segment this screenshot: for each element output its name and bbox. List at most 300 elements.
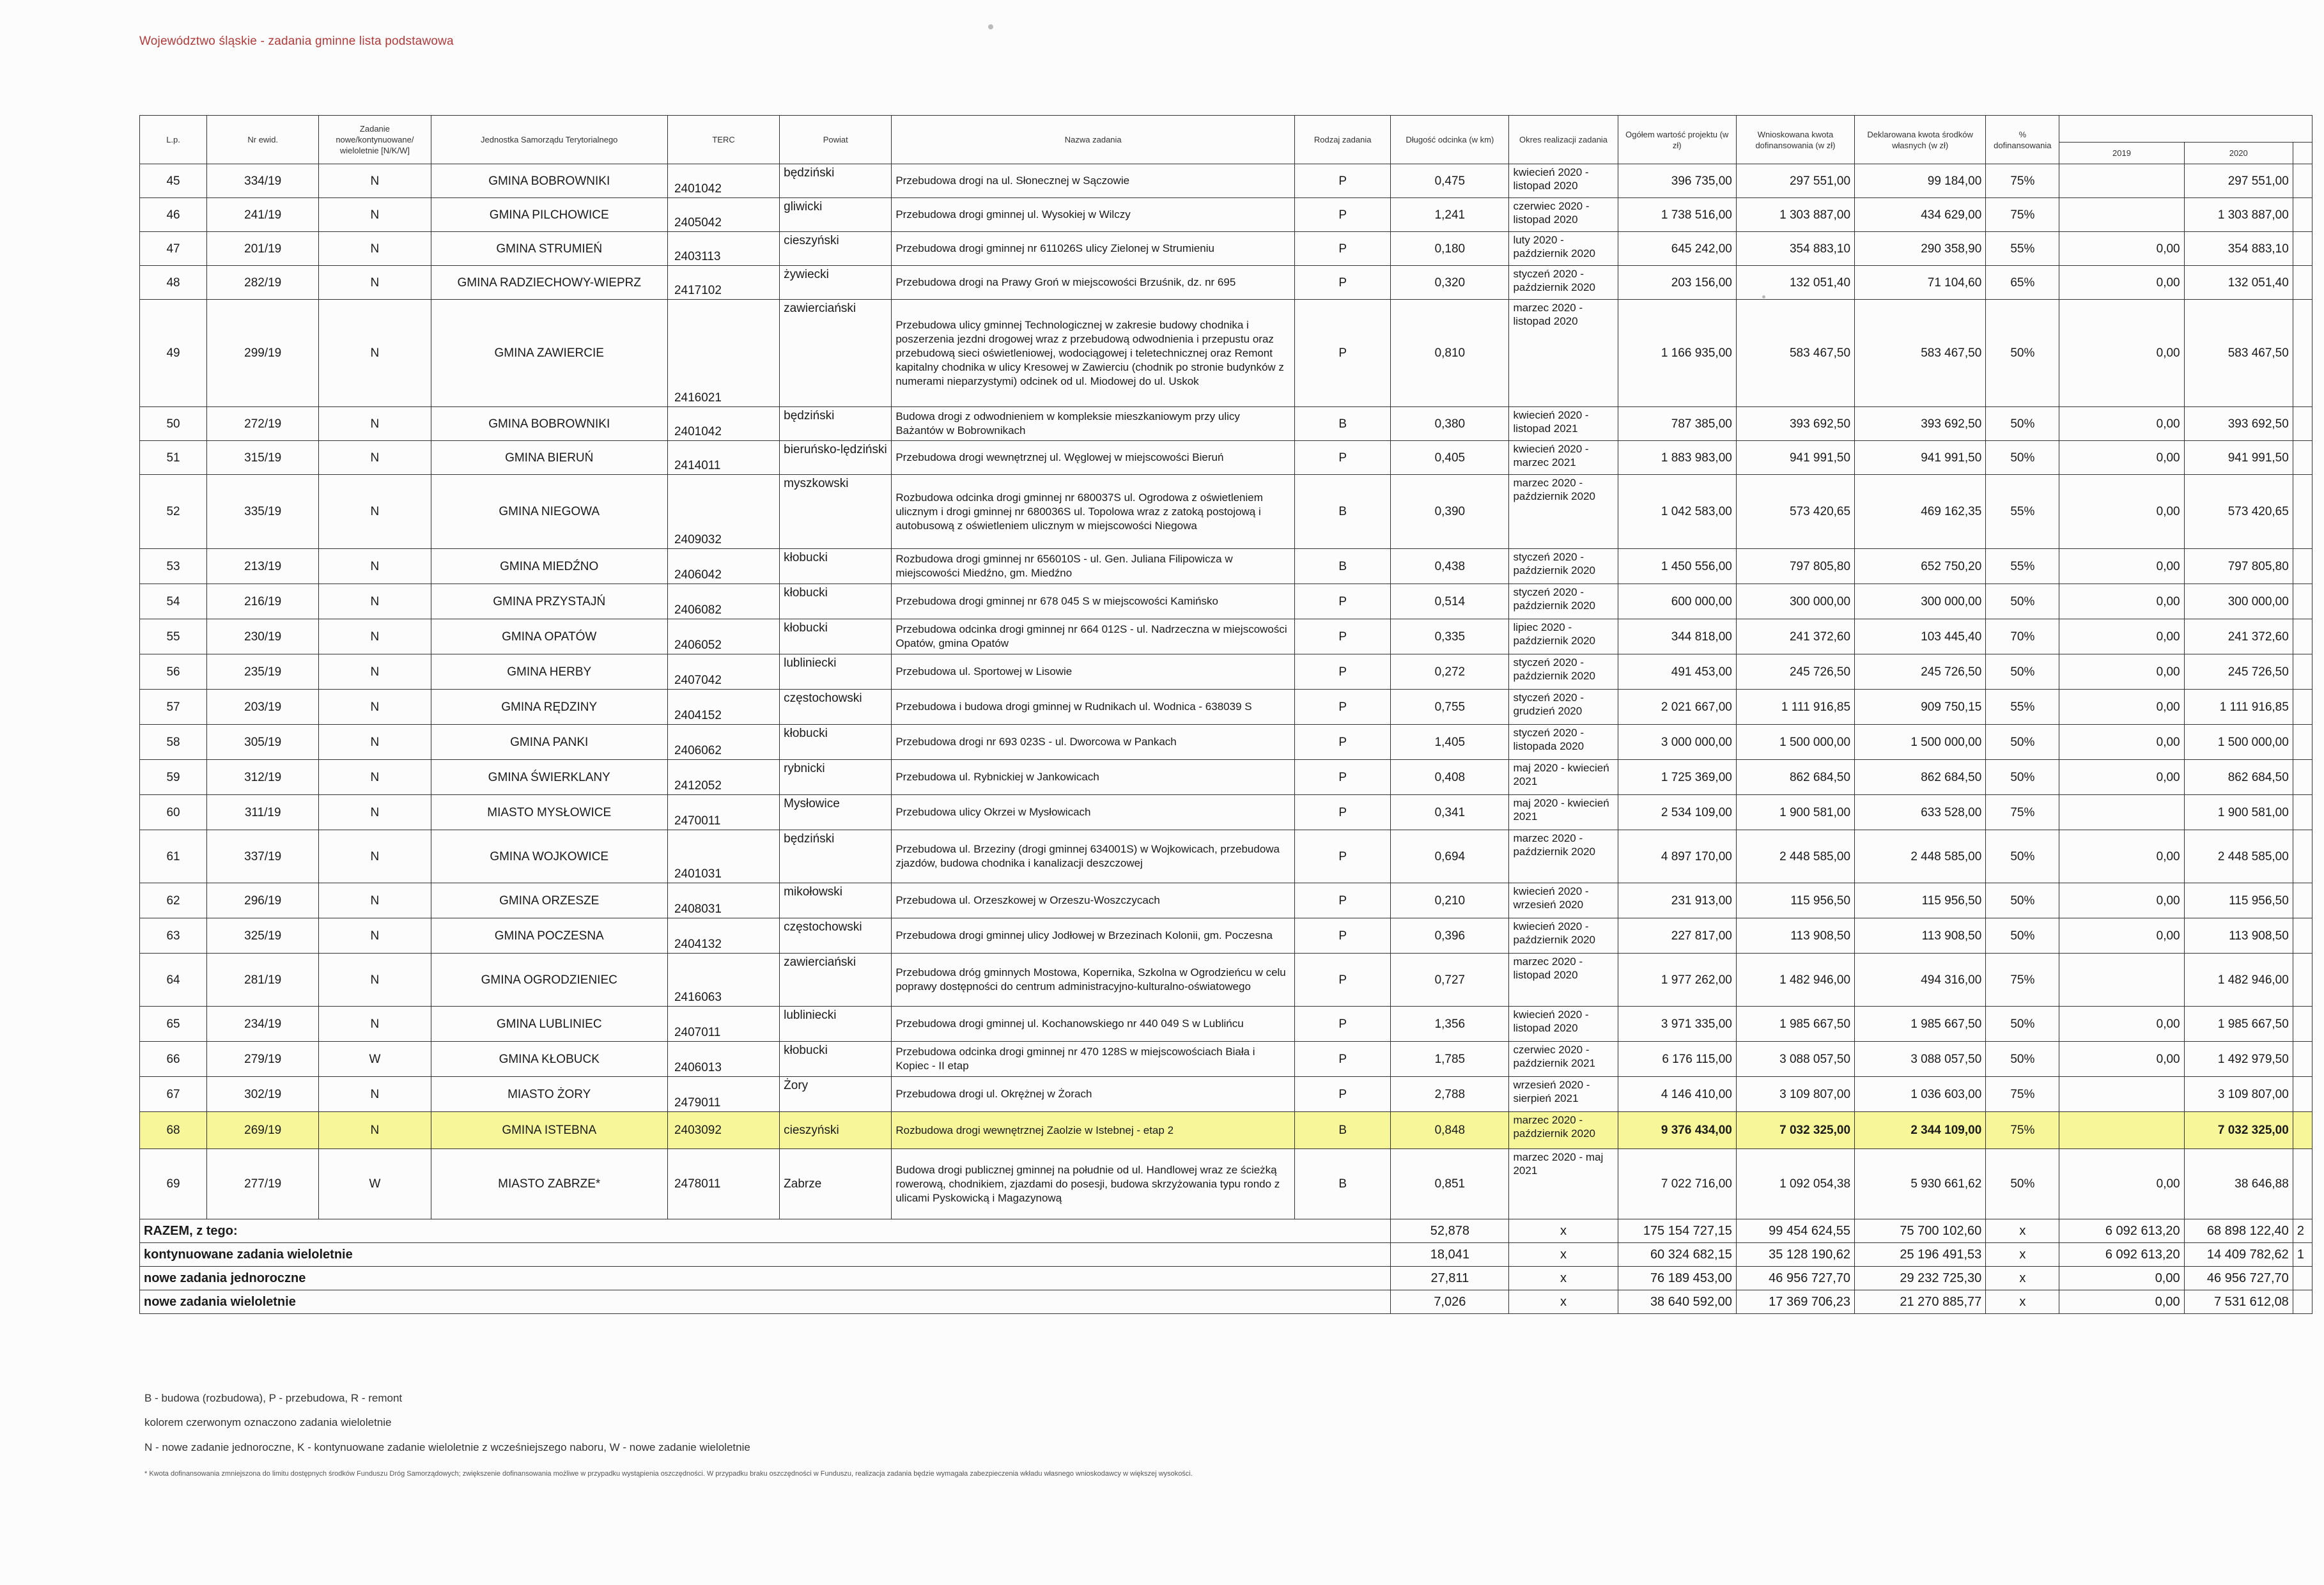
- cell-ogolem: 1 883 983,00: [1618, 441, 1736, 475]
- summary-extra: 1: [2293, 1243, 2312, 1267]
- cell-rodzaj: P: [1295, 830, 1391, 883]
- cell-lp: 69: [140, 1149, 207, 1219]
- cell-lp: 46: [140, 198, 207, 232]
- table-row: [140, 549, 2312, 584]
- summary-dlugosc: 7,026: [1391, 1290, 1509, 1314]
- cell-jst: GMINA ŚWIERKLANY: [431, 760, 667, 795]
- summary-label: kontynuowane zadania wieloletnie: [140, 1243, 1391, 1267]
- table-row: [140, 760, 2312, 795]
- cell-deklarowana: 633 528,00: [1855, 795, 1986, 830]
- cell-procent: 75%: [1986, 954, 2059, 1007]
- cell-typ: N: [319, 619, 431, 654]
- legend-line-2: kolorem czerwonym oznaczono zadania wieloletnie: [144, 1416, 392, 1428]
- cell-nr-ewid: 203/19: [207, 690, 319, 725]
- summary-row: [140, 1290, 2312, 1314]
- cell-okres: styczeń 2020 - październik 2020: [1509, 654, 1618, 690]
- cell-2020: 862 684,50: [2184, 760, 2293, 795]
- cell-2019: 0,00: [2059, 549, 2184, 584]
- cell-lp: 57: [140, 690, 207, 725]
- cell-rodzaj: P: [1295, 232, 1391, 266]
- cell-typ: N: [319, 954, 431, 1007]
- cell-nr-ewid: 334/19: [207, 164, 319, 198]
- cell-terc: 2406052: [667, 619, 779, 654]
- cell-lp: 47: [140, 232, 207, 266]
- cell-typ: N: [319, 760, 431, 795]
- table-row: [140, 441, 2312, 475]
- cell-typ: N: [319, 549, 431, 584]
- cell-procent: 70%: [1986, 619, 2059, 654]
- cell-dlugosc: 0,210: [1391, 883, 1509, 918]
- cell-ogolem: 1 042 583,00: [1618, 475, 1736, 549]
- cell-dlugosc: 0,438: [1391, 549, 1509, 584]
- cell-wnioskowana: 1 500 000,00: [1736, 725, 1854, 760]
- cell-extra: [2293, 198, 2312, 232]
- cell-okres: wrzesień 2020 - sierpień 2021: [1509, 1077, 1618, 1112]
- cell-procent: 50%: [1986, 760, 2059, 795]
- cell-extra: [2293, 918, 2312, 954]
- cell-terc: 2403092: [667, 1112, 779, 1149]
- summary-row: [140, 1243, 2312, 1267]
- cell-procent: 50%: [1986, 584, 2059, 619]
- cell-deklarowana: 103 445,40: [1855, 619, 1986, 654]
- cell-powiat: cieszyński: [780, 232, 892, 266]
- table-row: [140, 407, 2312, 441]
- cell-2019: 0,00: [2059, 883, 2184, 918]
- cell-wnioskowana: 3 088 057,50: [1736, 1042, 1854, 1077]
- cell-extra: [2293, 232, 2312, 266]
- cell-extra: [2293, 1077, 2312, 1112]
- cell-ogolem: 1 977 262,00: [1618, 954, 1736, 1007]
- cell-powiat: Zabrze: [780, 1149, 892, 1219]
- cell-jst: GMINA BIERUŃ: [431, 441, 667, 475]
- cell-2020: 297 551,00: [2184, 164, 2293, 198]
- cell-ogolem: 645 242,00: [1618, 232, 1736, 266]
- table-row: [140, 690, 2312, 725]
- cell-2020: 1 900 581,00: [2184, 795, 2293, 830]
- cell-nazwa: Przebudowa ul. Orzeszkowej w Orzeszu-Woszczycach: [892, 883, 1295, 918]
- table-row: [140, 584, 2312, 619]
- cell-ogolem: 231 913,00: [1618, 883, 1736, 918]
- cell-2019: [2059, 954, 2184, 1007]
- cell-2019: 0,00: [2059, 1042, 2184, 1077]
- cell-okres: styczeń 2020 - październik 2020: [1509, 266, 1618, 300]
- cell-terc: 2401042: [667, 164, 779, 198]
- summary-row: [140, 1267, 2312, 1290]
- table-row: [140, 198, 2312, 232]
- cell-ogolem: 2 534 109,00: [1618, 795, 1736, 830]
- cell-lp: 53: [140, 549, 207, 584]
- cell-nazwa: Przebudowa ul. Rybnickiej w Jankowicach: [892, 760, 1295, 795]
- cell-typ: N: [319, 198, 431, 232]
- cell-rodzaj: B: [1295, 1112, 1391, 1149]
- cell-rodzaj: P: [1295, 883, 1391, 918]
- cell-nazwa: Budowa drogi z odwodnieniem w kompleksie mieszkaniowym przy ulicy Bażantów w Bobrownikach: [892, 407, 1295, 441]
- cell-powiat: lubliniecki: [780, 1007, 892, 1042]
- cell-procent: 50%: [1986, 441, 2059, 475]
- summary-extra: [2293, 1267, 2312, 1290]
- table-row: [140, 1007, 2312, 1042]
- cell-deklarowana: 300 000,00: [1855, 584, 1986, 619]
- table-row: [140, 300, 2312, 407]
- cell-terc: 2405042: [667, 198, 779, 232]
- cell-wnioskowana: 797 805,80: [1736, 549, 1854, 584]
- cell-nr-ewid: 315/19: [207, 441, 319, 475]
- cell-wnioskowana: 245 726,50: [1736, 654, 1854, 690]
- cell-ogolem: 6 176 115,00: [1618, 1042, 1736, 1077]
- cell-dlugosc: 0,810: [1391, 300, 1509, 407]
- cell-nr-ewid: 337/19: [207, 830, 319, 883]
- cell-rodzaj: P: [1295, 918, 1391, 954]
- cell-typ: W: [319, 1042, 431, 1077]
- cell-typ: N: [319, 1007, 431, 1042]
- summary-wnioskowana: 99 454 624,55: [1736, 1219, 1854, 1243]
- cell-nazwa: Przebudowa ulicy Okrzei w Mysłowicach: [892, 795, 1295, 830]
- cell-dlugosc: 0,727: [1391, 954, 1509, 1007]
- legend-line-1: B - budowa (rozbudowa), P - przebudowa, R - remont: [144, 1392, 403, 1404]
- cell-okres: styczeń 2020 - listopada 2020: [1509, 725, 1618, 760]
- cell-2020: 1 492 979,50: [2184, 1042, 2293, 1077]
- cell-rodzaj: B: [1295, 1149, 1391, 1219]
- cell-dlugosc: 0,755: [1391, 690, 1509, 725]
- cell-lp: 45: [140, 164, 207, 198]
- cell-nr-ewid: 230/19: [207, 619, 319, 654]
- cell-powiat: cieszyński: [780, 1112, 892, 1149]
- cell-extra: [2293, 1112, 2312, 1149]
- cell-terc: 2401042: [667, 407, 779, 441]
- cell-nazwa: Przebudowa drogi ul. Okrężnej w Żorach: [892, 1077, 1295, 1112]
- cell-nazwa: Rozbudowa drogi wewnętrznej Zaolzie w Istebnej - etap 2: [892, 1112, 1295, 1149]
- table-row: [140, 830, 2312, 883]
- cell-rodzaj: P: [1295, 690, 1391, 725]
- cell-rodzaj: P: [1295, 198, 1391, 232]
- cell-typ: N: [319, 1077, 431, 1112]
- cell-procent: 50%: [1986, 830, 2059, 883]
- cell-jst: GMINA POCZESNA: [431, 918, 667, 954]
- cell-ogolem: 3 000 000,00: [1618, 725, 1736, 760]
- table-row: [140, 1149, 2312, 1219]
- cell-rodzaj: P: [1295, 1077, 1391, 1112]
- cell-ogolem: 491 453,00: [1618, 654, 1736, 690]
- scan-speck: [988, 24, 993, 29]
- cell-powiat: zawierciański: [780, 300, 892, 407]
- cell-rodzaj: P: [1295, 954, 1391, 1007]
- cell-2020: 1 111 916,85: [2184, 690, 2293, 725]
- cell-nr-ewid: 296/19: [207, 883, 319, 918]
- cell-ogolem: 2 021 667,00: [1618, 690, 1736, 725]
- cell-deklarowana: 245 726,50: [1855, 654, 1986, 690]
- cell-2019: 0,00: [2059, 725, 2184, 760]
- summary-dlugosc: 27,811: [1391, 1267, 1509, 1290]
- header-jst: Jednostka Samorządu Terytorialnego: [431, 116, 667, 164]
- cell-procent: 75%: [1986, 198, 2059, 232]
- header-extra: [2293, 143, 2312, 164]
- cell-ogolem: 600 000,00: [1618, 584, 1736, 619]
- cell-nr-ewid: 335/19: [207, 475, 319, 549]
- cell-wnioskowana: 1 482 946,00: [1736, 954, 1854, 1007]
- summary-wnioskowana: 46 956 727,70: [1736, 1267, 1854, 1290]
- cell-okres: marzec 2020 - październik 2020: [1509, 830, 1618, 883]
- cell-deklarowana: 99 184,00: [1855, 164, 1986, 198]
- cell-wnioskowana: 393 692,50: [1736, 407, 1854, 441]
- cell-nazwa: Przebudowa drogi gminnej ulicy Jodłowej w Brzezinach Kolonii, gm. Poczesna: [892, 918, 1295, 954]
- cell-2019: [2059, 795, 2184, 830]
- cell-nazwa: Rozbudowa drogi gminnej nr 656010S - ul. Gen. Juliana Filipowicza w miejscowości Miedźno, gm. Miedźno: [892, 549, 1295, 584]
- cell-nazwa: Przebudowa dróg gminnych Mostowa, Kopernika, Szkolna w Ogrodzieńcu w celu poprawy dostępności do centrum administracyjno-kulturalno-oświatowego: [892, 954, 1295, 1007]
- cell-jst: GMINA STRUMIEŃ: [431, 232, 667, 266]
- header-terc: TERC: [667, 116, 779, 164]
- header-lp: L.p.: [140, 116, 207, 164]
- cell-deklarowana: 71 104,60: [1855, 266, 1986, 300]
- header-zadanie-typ: Zadanie nowe/kontynuowane/ wieloletnie [N/K/W]: [319, 116, 431, 164]
- cell-ogolem: 3 971 335,00: [1618, 1007, 1736, 1042]
- cell-2020: 115 956,50: [2184, 883, 2293, 918]
- cell-dlugosc: 1,356: [1391, 1007, 1509, 1042]
- cell-okres: marzec 2020 - październik 2020: [1509, 475, 1618, 549]
- cell-powiat: kłobucki: [780, 549, 892, 584]
- cell-jst: GMINA ORZESZE: [431, 883, 667, 918]
- cell-nr-ewid: 277/19: [207, 1149, 319, 1219]
- cell-2020: 7 032 325,00: [2184, 1112, 2293, 1149]
- cell-wnioskowana: 113 908,50: [1736, 918, 1854, 954]
- cell-lp: 49: [140, 300, 207, 407]
- cell-dlugosc: 0,848: [1391, 1112, 1509, 1149]
- cell-jst: GMINA PILCHOWICE: [431, 198, 667, 232]
- cell-2020: 113 908,50: [2184, 918, 2293, 954]
- cell-ogolem: 1 725 369,00: [1618, 760, 1736, 795]
- cell-procent: 50%: [1986, 300, 2059, 407]
- cell-jst: MIASTO ŻORY: [431, 1077, 667, 1112]
- cell-powiat: kłobucki: [780, 619, 892, 654]
- cell-deklarowana: 113 908,50: [1855, 918, 1986, 954]
- summary-label: nowe zadania wieloletnie: [140, 1290, 1391, 1314]
- cell-procent: 50%: [1986, 725, 2059, 760]
- cell-jst: GMINA RADZIECHOWY-WIEPRZ: [431, 266, 667, 300]
- summary-okres: x: [1509, 1219, 1618, 1243]
- cell-2019: 0,00: [2059, 690, 2184, 725]
- cell-okres: luty 2020 - październik 2020: [1509, 232, 1618, 266]
- cell-wnioskowana: 1 303 887,00: [1736, 198, 1854, 232]
- table-row: [140, 954, 2312, 1007]
- cell-dlugosc: 1,241: [1391, 198, 1509, 232]
- cell-typ: N: [319, 725, 431, 760]
- cell-wnioskowana: 132 051,40: [1736, 266, 1854, 300]
- cell-lp: 68: [140, 1112, 207, 1149]
- cell-terc: 2407011: [667, 1007, 779, 1042]
- cell-ogolem: 344 818,00: [1618, 619, 1736, 654]
- cell-extra: [2293, 1007, 2312, 1042]
- header-ogolem: Ogółem wartość projektu (w zł): [1618, 116, 1736, 164]
- cell-rodzaj: B: [1295, 475, 1391, 549]
- table-row: [140, 1042, 2312, 1077]
- cell-extra: [2293, 266, 2312, 300]
- cell-procent: 50%: [1986, 918, 2059, 954]
- cell-rodzaj: P: [1295, 1007, 1391, 1042]
- cell-rodzaj: P: [1295, 760, 1391, 795]
- cell-2019: 0,00: [2059, 441, 2184, 475]
- cell-deklarowana: 1 985 667,50: [1855, 1007, 1986, 1042]
- cell-nr-ewid: 269/19: [207, 1112, 319, 1149]
- cell-jst: GMINA HERBY: [431, 654, 667, 690]
- cell-nazwa: Przebudowa odcinka drogi gminnej nr 664 012S - ul. Nadrzeczna w miejscowości Opatów, gmina Opatów: [892, 619, 1295, 654]
- cell-lp: 67: [140, 1077, 207, 1112]
- cell-nazwa: Przebudowa odcinka drogi gminnej nr 470 128S w miejscowościach Biała i Kopiec - II etap: [892, 1042, 1295, 1077]
- header-rodzaj: Rodzaj zadania: [1295, 116, 1391, 164]
- cell-powiat: lubliniecki: [780, 654, 892, 690]
- cell-nr-ewid: 282/19: [207, 266, 319, 300]
- cell-typ: N: [319, 690, 431, 725]
- cell-extra: [2293, 619, 2312, 654]
- cell-typ: N: [319, 1112, 431, 1149]
- cell-powiat: żywiecki: [780, 266, 892, 300]
- cell-2020: 583 467,50: [2184, 300, 2293, 407]
- cell-lp: 60: [140, 795, 207, 830]
- cell-powiat: Żory: [780, 1077, 892, 1112]
- cell-deklarowana: 1 036 603,00: [1855, 1077, 1986, 1112]
- cell-lp: 61: [140, 830, 207, 883]
- cell-ogolem: 9 376 434,00: [1618, 1112, 1736, 1149]
- table-row: [140, 164, 2312, 198]
- cell-nazwa: Przebudowa drogi na Prawy Groń w miejscowości Brzuśnik, dz. nr 695: [892, 266, 1295, 300]
- cell-powiat: myszkowski: [780, 475, 892, 549]
- cell-nazwa: Przebudowa drogi gminnej ul. Kochanowskiego nr 440 049 S w Lublińcu: [892, 1007, 1295, 1042]
- cell-extra: [2293, 760, 2312, 795]
- cell-nr-ewid: 235/19: [207, 654, 319, 690]
- cell-terc: 2414011: [667, 441, 779, 475]
- cell-typ: W: [319, 1149, 431, 1219]
- cell-typ: N: [319, 475, 431, 549]
- cell-okres: marzec 2020 - listopad 2020: [1509, 954, 1618, 1007]
- cell-wnioskowana: 1 111 916,85: [1736, 690, 1854, 725]
- cell-rodzaj: P: [1295, 300, 1391, 407]
- cell-dlugosc: 0,272: [1391, 654, 1509, 690]
- cell-nazwa: Przebudowa drogi gminnej nr 678 045 S w miejscowości Kamińsko: [892, 584, 1295, 619]
- cell-2020: 300 000,00: [2184, 584, 2293, 619]
- cell-dlugosc: 0,390: [1391, 475, 1509, 549]
- cell-procent: 50%: [1986, 1042, 2059, 1077]
- cell-powiat: mikołowski: [780, 883, 892, 918]
- cell-procent: 50%: [1986, 407, 2059, 441]
- cell-rodzaj: P: [1295, 266, 1391, 300]
- cell-rodzaj: B: [1295, 549, 1391, 584]
- cell-rodzaj: P: [1295, 584, 1391, 619]
- cell-ogolem: 203 156,00: [1618, 266, 1736, 300]
- footnote: * Kwota dofinansowania zmniejszona do limitu dostępnych środków Funduszu Dróg Samorządowych; zwiększenie dofinansowania możliwe w przypadku wystąpienia oszczędności. W przypadku braku oszczędności w Funduszu, realizacja zadania będzie wymagała zabezpieczenia wkładu własnego wnioskodawcy w większej wysokości.: [144, 1470, 1193, 1478]
- cell-okres: styczeń 2020 - październik 2020: [1509, 549, 1618, 584]
- cell-jst: GMINA ZAWIERCIE: [431, 300, 667, 407]
- cell-extra: [2293, 725, 2312, 760]
- cell-extra: [2293, 654, 2312, 690]
- cell-2020: 132 051,40: [2184, 266, 2293, 300]
- summary-procent: x: [1986, 1243, 2059, 1267]
- cell-2019: [2059, 164, 2184, 198]
- cell-terc: 2409032: [667, 475, 779, 549]
- cell-procent: 50%: [1986, 1149, 2059, 1219]
- header-procent: % dofinansowania: [1986, 116, 2059, 164]
- cell-deklarowana: 469 162,35: [1855, 475, 1986, 549]
- cell-lp: 63: [140, 918, 207, 954]
- cell-nr-ewid: 279/19: [207, 1042, 319, 1077]
- cell-jst: GMINA RĘDZINY: [431, 690, 667, 725]
- cell-terc: 2401031: [667, 830, 779, 883]
- cell-extra: [2293, 690, 2312, 725]
- cell-powiat: kłobucki: [780, 725, 892, 760]
- cell-nr-ewid: 234/19: [207, 1007, 319, 1042]
- cell-nr-ewid: 281/19: [207, 954, 319, 1007]
- cell-powiat: częstochowski: [780, 918, 892, 954]
- cell-deklarowana: 5 930 661,62: [1855, 1149, 1986, 1219]
- tasks-table-wrapper: [139, 115, 2312, 1368]
- cell-powiat: bieruńsko-lędziński: [780, 441, 892, 475]
- cell-terc: 2403113: [667, 232, 779, 266]
- cell-deklarowana: 941 991,50: [1855, 441, 1986, 475]
- cell-nazwa: Przebudowa drogi gminnej ul. Wysokiej w Wilczy: [892, 198, 1295, 232]
- cell-rodzaj: B: [1295, 407, 1391, 441]
- cell-okres: kwiecień 2020 - wrzesień 2020: [1509, 883, 1618, 918]
- cell-2019: 0,00: [2059, 1149, 2184, 1219]
- cell-nr-ewid: 311/19: [207, 795, 319, 830]
- summary-okres: x: [1509, 1243, 1618, 1267]
- cell-extra: [2293, 584, 2312, 619]
- cell-typ: N: [319, 795, 431, 830]
- cell-procent: 50%: [1986, 654, 2059, 690]
- cell-extra: [2293, 830, 2312, 883]
- table-row: [140, 619, 2312, 654]
- cell-okres: kwiecień 2020 - październik 2020: [1509, 918, 1618, 954]
- cell-wnioskowana: 573 420,65: [1736, 475, 1854, 549]
- cell-powiat: będziński: [780, 830, 892, 883]
- summary-2019: 0,00: [2059, 1290, 2184, 1314]
- cell-rodzaj: P: [1295, 164, 1391, 198]
- cell-rodzaj: P: [1295, 795, 1391, 830]
- cell-lp: 51: [140, 441, 207, 475]
- cell-2019: 0,00: [2059, 475, 2184, 549]
- cell-nazwa: Przebudowa ulicy gminnej Technologicznej w zakresie budowy chodnika i poszerzenia jezdni drogowej wraz z przebudową odwodnienia i przepustu oraz przebudową sieci oświetleniowej, wodociągowej i teletechnicznej oraz Remont kapitalny chodnika w ulicy Kresowej w Zawierciu (chodnik po stronie budynków z numerami nieparzystymi) odcinek od ul. Miodowej do ul. Uskok: [892, 300, 1295, 407]
- cell-nazwa: Przebudowa drogi gminnej nr 611026S ulicy Zielonej w Strumieniu: [892, 232, 1295, 266]
- summary-ogolem: 60 324 682,15: [1618, 1243, 1736, 1267]
- cell-typ: N: [319, 407, 431, 441]
- cell-ogolem: 227 817,00: [1618, 918, 1736, 954]
- cell-ogolem: 1 738 516,00: [1618, 198, 1736, 232]
- summary-ogolem: 175 154 727,15: [1618, 1219, 1736, 1243]
- cell-nazwa: Przebudowa drogi wewnętrznej ul. Węglowej w miejscowości Bieruń: [892, 441, 1295, 475]
- cell-terc: 2406082: [667, 584, 779, 619]
- cell-typ: N: [319, 918, 431, 954]
- cell-nr-ewid: 241/19: [207, 198, 319, 232]
- summary-body: [140, 1219, 2312, 1314]
- cell-2019: 0,00: [2059, 266, 2184, 300]
- summary-deklarowana: 25 196 491,53: [1855, 1243, 1986, 1267]
- cell-deklarowana: 434 629,00: [1855, 198, 1986, 232]
- cell-jst: GMINA KŁOBUCK: [431, 1042, 667, 1077]
- cell-jst: GMINA BOBROWNIKI: [431, 407, 667, 441]
- cell-extra: [2293, 883, 2312, 918]
- summary-2019: 0,00: [2059, 1267, 2184, 1290]
- cell-lp: 50: [140, 407, 207, 441]
- cell-nazwa: Przebudowa ul. Sportowej w Lisowie: [892, 654, 1295, 690]
- summary-dlugosc: 18,041: [1391, 1243, 1509, 1267]
- cell-jst: GMINA ISTEBNA: [431, 1112, 667, 1149]
- cell-nr-ewid: 216/19: [207, 584, 319, 619]
- cell-okres: kwiecień 2020 - listopad 2020: [1509, 1007, 1618, 1042]
- cell-terc: 2407042: [667, 654, 779, 690]
- cell-terc: 2404152: [667, 690, 779, 725]
- cell-terc: 2406042: [667, 549, 779, 584]
- cell-procent: 55%: [1986, 475, 2059, 549]
- cell-typ: N: [319, 654, 431, 690]
- summary-label: nowe zadania jednoroczne: [140, 1267, 1391, 1290]
- cell-powiat: zawierciański: [780, 954, 892, 1007]
- cell-powiat: rybnicki: [780, 760, 892, 795]
